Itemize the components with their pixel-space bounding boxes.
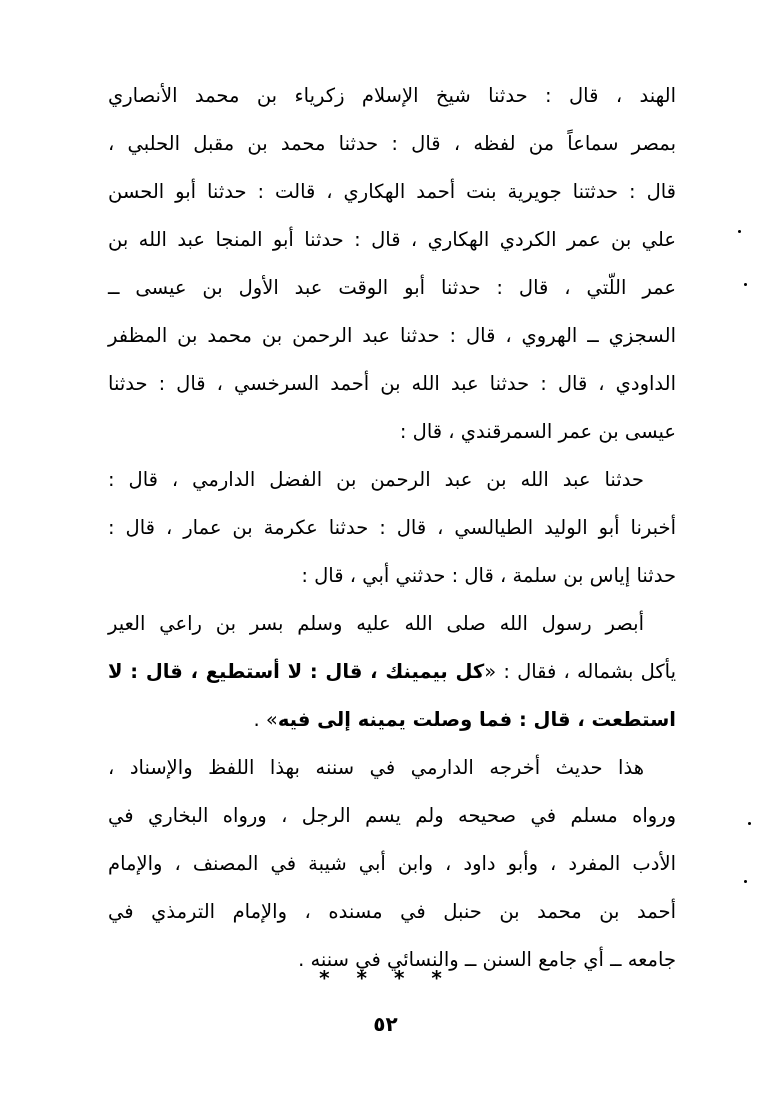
margin-mark <box>748 822 751 825</box>
text-line <box>108 696 676 744</box>
paragraph-isnad-intro <box>108 72 676 456</box>
text-line: بمصر سماعاً من لفظه ، قال : حدثنا محمد بن مقبل الحلبي ، <box>108 132 676 155</box>
text-line: علي بن عمر الكردي الهكاري ، قال : حدثنا أبو المنجا عبد الله بن <box>108 228 676 251</box>
text-line: قال : حدثتنا جويرية بنت أحمد الهكاري ، قالت : حدثنا أبو الحسن <box>108 180 676 203</box>
text-line: الأدب المفرد ، وأبو داود ، وابن أبي شيبة في المصنف ، والإمام <box>108 852 676 875</box>
hadith-quote-bold: استطعت ، قال : فما وصلت يمينه إلى فيه <box>277 708 676 731</box>
text-line <box>108 648 676 696</box>
paragraph-takhrij <box>108 744 676 984</box>
margin-mark <box>744 880 747 883</box>
paragraph-hadith-text <box>108 600 676 744</box>
margin-mark <box>738 230 741 233</box>
text-line: أحمد بن محمد بن حنبل في مسنده ، والإمام الترمذي في <box>108 900 676 923</box>
text-line: عيسى بن عمر السمرقندي ، قال : <box>399 420 676 443</box>
text-line: جامعه ــ أي جامع السنن ــ والنسائي في سننه . <box>298 948 676 971</box>
text-normal: » . <box>253 708 278 731</box>
text-line: أبصر رسول الله صلى الله عليه وسلم بسر بن راعي العير <box>108 612 644 635</box>
text-line: الهند ، قال : حدثنا شيخ الإسلام زكرياء بن محمد الأنصاري <box>108 84 676 107</box>
text-line: عمر اللّتي ، قال : حدثنا أبو الوقت عبد الأول بن عيسى ــ <box>108 276 676 299</box>
text-line: هذا حديث أخرجه الدارمي في سننه بهذا اللفظ والإسناد ، <box>108 756 644 779</box>
text-line: حدثنا إياس بن سلمة ، قال : حدثني أبي ، قال : <box>301 564 676 587</box>
text-line: الداودي ، قال : حدثنا عبد الله بن أحمد السرخسي ، قال : حدثنا <box>108 372 676 395</box>
margin-mark <box>744 283 747 286</box>
body-text <box>108 72 676 984</box>
page-number: ٥٢ <box>373 1012 398 1036</box>
hadith-quote-bold: كل بيمينك ، قال : لا أستطيع ، قال : لا <box>108 660 485 683</box>
text-normal: يأكل بشماله ، فقال : « <box>484 660 676 683</box>
paragraph-isnad-continued <box>108 456 676 600</box>
text-line: ورواه مسلم في صحيحه ولم يسم الرجل ، ورواه البخاري في <box>108 804 676 827</box>
section-separator: * * * * <box>319 966 452 990</box>
text-line: السجزي ــ الهروي ، قال : حدثنا عبد الرحمن بن محمد بن المظفر <box>108 324 676 347</box>
text-line: أخبرنا أبو الوليد الطيالسي ، قال : حدثنا عكرمة بن عمار ، قال : <box>108 516 676 539</box>
text-line: حدثنا عبد الله بن عبد الرحمن بن الفضل الدارمي ، قال : <box>108 468 644 491</box>
